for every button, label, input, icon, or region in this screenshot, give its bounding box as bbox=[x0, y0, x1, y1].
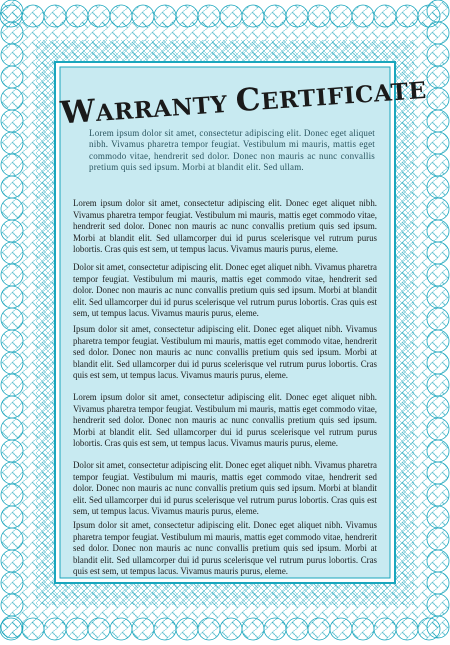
certificate-panel bbox=[59, 70, 428, 576]
body-paragraph-2: Dolor sit amet, consectetur adipiscing elit. Donec eget aliquet nibh. Vivamus pharetra tempor feugiat. Vestibulum mi mauris, mattis eget commodo vitae, hendrerit sed dolor. Donec non mauris ac nunc convallis pretium quis sed ipsum. Morbi at blandit elit. Sed ullamcorper dui id purus scelerisque vel rutrum purus lobortis. Cras quis est sem, ut tempus lacus. Vivamus mauris purus, eleme. bbox=[73, 262, 377, 318]
body-paragraph-6: Ipsum dolor sit amet, consectetur adipiscing elit. Donec eget aliquet nibh. Vivamus pharetra tempor feugiat. Vestibulum mi mauris, mattis eget commodo vitae, hendrerit sed dolor. Donec non mauris ac nunc convallis pretium quis sed ipsum. Morbi at blandit elit. Sed ullamcorper dui id purus scelerisque vel rutrum purus lobortis. Cras quis est sem, ut tempus lacus. Vivamus mauris purus, eleme. bbox=[73, 520, 377, 576]
body-paragraph-3: Ipsum dolor sit amet, consectetur adipiscing elit. Donec eget aliquet nibh. Vivamus pharetra tempor feugiat. Vestibulum mi mauris, mattis eget commodo vitae, hendrerit sed dolor. Donec non mauris ac nunc convallis pretium quis sed ipsum. Morbi at blandit elit. Sed ullamcorper dui id purus scelerisque vel rutrum purus lobortis. Cras quis est sem, ut tempus lacus. Vivamus mauris purus, eleme. bbox=[73, 324, 377, 380]
title-initial: W bbox=[59, 93, 97, 132]
title-word-1: ARRANTY bbox=[94, 90, 237, 128]
certificate-title bbox=[59, 73, 428, 132]
subtitle-text: Lorem ipsum dolor sit amet, consectetur adipiscing elit. Donec eget aliquet nibh. Vivamus pharetra tempor feugiat. Vestibulum mi mauris, mattis eget commodo vitae, hendrerit sed dolor. Donec non mauris ac nunc convallis pretium quis sed ipsum. Morbi at blandit elit. Sed ullam. bbox=[89, 128, 375, 172]
body-paragraph-1: Lorem ipsum dolor sit amet, consectetur adipiscing elit. Donec eget aliquet nibh. Vivamus pharetra tempor feugiat. Vestibulum mi mauris, mattis eget commodo vitae, hendrerit sed dolor. Donec non mauris ac nunc convallis pretium quis sed ipsum. Morbi at blandit elit. Sed ullamcorper dui id purus scelerisque vel rutrum purus lobortis. Cras quis est sem, ut tempus lacus. Vivamus mauris purus, eleme. bbox=[73, 198, 377, 254]
title-initial-2: C bbox=[234, 81, 263, 120]
title-word-2: ERTIFICATE bbox=[260, 76, 428, 116]
certificate-subtitle bbox=[89, 128, 375, 173]
body-paragraph-5: Dolor sit amet, consectetur adipiscing elit. Donec eget aliquet nibh. Vivamus pharetra tempor feugiat. Vestibulum mi mauris, mattis eget commodo vitae, hendrerit sed dolor. Donec non mauris ac nunc convallis pretium quis sed ipsum. Morbi at blandit elit. Sed ullamcorper dui id purus scelerisque vel rutrum purus lobortis. Cras quis est sem, ut tempus lacus. Vivamus mauris purus, eleme. bbox=[73, 460, 377, 516]
body-paragraph-4: Lorem ipsum dolor sit amet, consectetur adipiscing elit. Donec eget aliquet nibh. Vivamus pharetra tempor feugiat. Vestibulum mi mauris, mattis eget commodo vitae, hendrerit sed dolor. Donec non mauris ac nunc convallis pretium quis sed ipsum. Morbi at blandit elit. Sed ullamcorper dui id purus scelerisque vel rutrum purus lobortis. Cras quis est sem, ut tempus lacus. Vivamus mauris purus, eleme. bbox=[73, 392, 377, 448]
